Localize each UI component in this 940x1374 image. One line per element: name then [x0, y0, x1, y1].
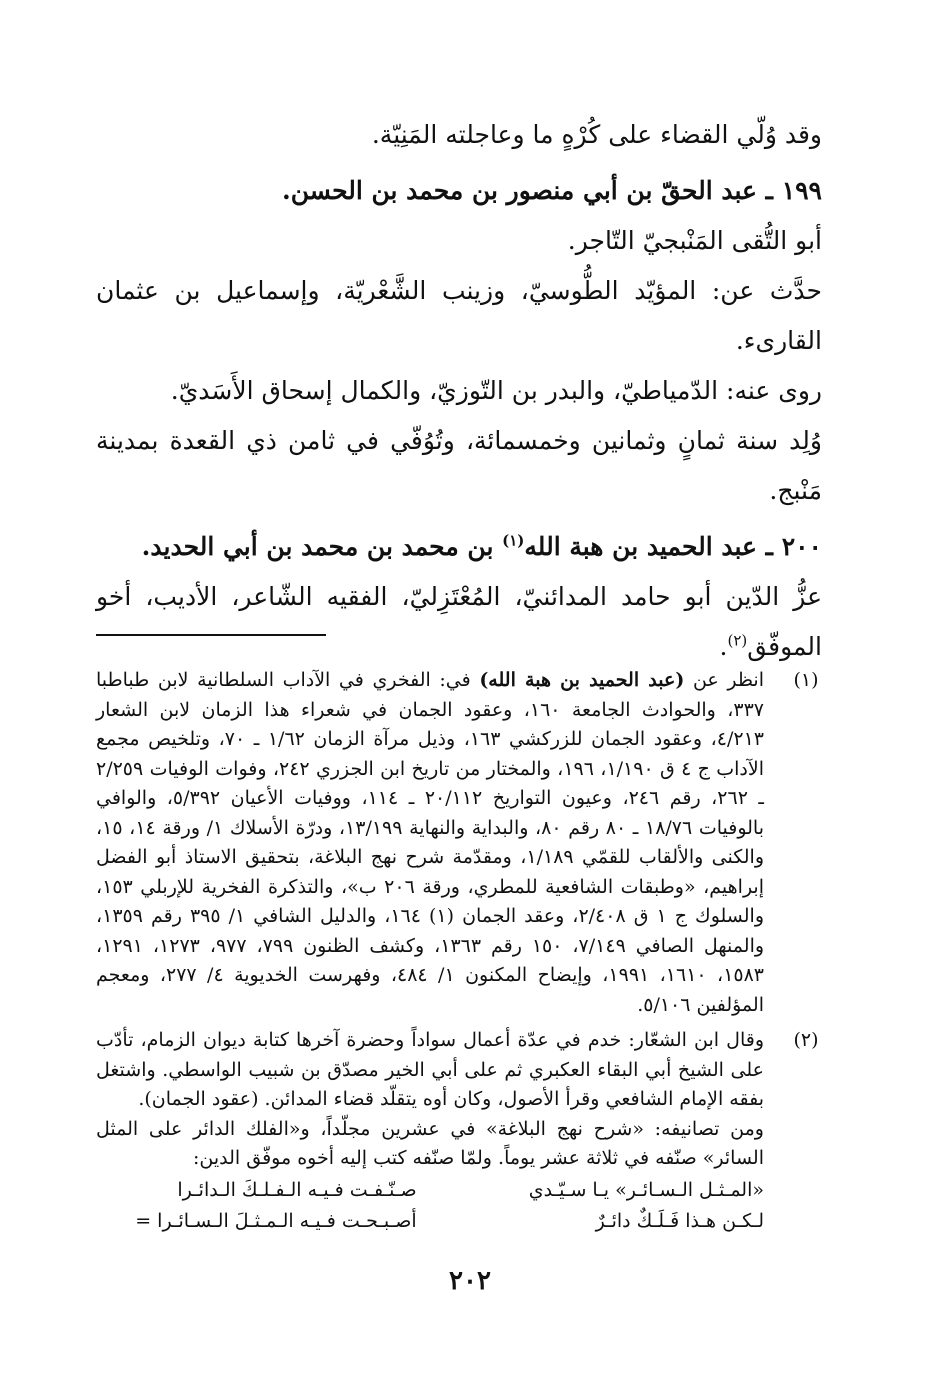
footnote-1 — [96, 666, 826, 1020]
footnote-2-number: (٢) — [793, 1029, 819, 1051]
entry-199-heading: ١٩٩ ـ عبد الحقّ بن أبي منصور بن محمد بن الحسن. — [282, 176, 822, 205]
verse-line-2 — [96, 1207, 764, 1237]
verse-1-second-hemistich: صـنّـفـت فـيـه الـفـلـكَ الـدائـرا — [177, 1178, 417, 1201]
footnote-2-para2: ومن تصانيفه: «شرح نهج البلاغة» في عشرين مجلّداً، و«الفلك الدائر على المثل السائر» صنّفه في ثلاثة عشر يوماً. ولمّا صنّفه كتب إليه أخوه موفّق الدين: — [96, 1117, 764, 1169]
entry-199-kunya: أبو التُّقى المَنْبجيّ التّاجر. — [567, 226, 822, 255]
footnotes — [96, 666, 826, 1243]
entry-199-heard-from: حدَّث عن: المؤيّد الطُّوسيّ، وزينب الشَّعْريّة، وإسماعيل بن عثمان القارىء. — [96, 276, 822, 355]
page-number: ٢٠٢ — [449, 1266, 491, 1296]
footnote-2 — [96, 1026, 826, 1237]
footnote-ref-2[interactable]: (٢) — [727, 631, 748, 650]
entry-199-narrated-by: روى عنه: الدّمياطيّ، والبدر بن التّوزيّ، والكمال إسحاق الأَسَديّ. — [170, 376, 822, 405]
entry-200-heading-b: بن محمد بن محمد بن أبي الحديد. — [141, 532, 503, 561]
entry-200-desc — [96, 572, 822, 672]
entry-200-heading — [96, 522, 822, 572]
footnote-1-body: في: الفخري في الآداب السلطانية لابن طباطبا ٣٣٧، والحوادث الجامعة ١٦٠، وعقود الجمان في شعراء هذا الزمان لابن الشعار ٤/٢١٣، وعقود الجمان للزركشي ١٦٣، وذيل مرآة الزمان ١/٦٢ ـ ٧٠، وتلخيص مجمع الآداب ج ٤ ق ١/١٩٠، ١٩٦، والمختار من تاريخ ابن الجزري ٢٤٢، وفوات الوفيات ٢/٢٥٩ ـ ٢٦٢، رقم ٢٤٦، وعيون التواريخ ٢٠/١١٢ ـ ١١٤، ووفيات الأعيان ٥/٣٩٢، والوافي بالوفيات ١٨/٧٦ ـ ٨٠ رقم ٨٠، والبداية والنهاية ١٣/١٩٩، ودرّة الأسلاك ١/ ورقة ١٤، ١٥، والكنى والألقاب للقمّي ١/١٨٩، ومقدّمة شرح نهج البلاغة، بتحقيق الاستاذ أبو الفضل إبراهيم، «وطبقات الشافعية للمطري، ورقة ٢٠٦ ب»، والتذكرة الفخرية للإربلي ١٥٣، والسلوك ج ١ ق ٢/٤٠٨، وعقد الجمان (١) ١٦٤، والدليل الشافي ١/ ٣٩٥ رقم ١٣٥٩، والمنهل الصافي ٧/١٤٩، ١٥٠ رقم ١٣٦٣، وكشف الظنون ٧٩٩، ٩٧٧، ١٢٧٣، ١٢٩١، ١٥٨٣، ١٦١٠، ١٩٩١، وإيضاح المكنون ١/ ٤٨٤، وفهرست الخديوية ٤/ ٢٧٧، ومعجم المؤلفين ٥/١٠٦. — [96, 669, 765, 1016]
footnote-ref-1[interactable]: (١) — [502, 531, 525, 550]
entry-199-birth-death: وُلِد سنة ثمانٍ وثمانين وخمسمائة، وتُوُفّي في ثامن ذي القعدة بمدينة مَنْبج. — [96, 426, 822, 505]
entry-200-desc-text: عزُّ الدّين أبو حامد المدائنيّ، المُعْتَزِليّ، الفقيه الشّاعر، الأديب، أخو الموفّق — [96, 582, 822, 661]
verse-1-first-hemistich: «المـثـل الـسـائـر» يـا سـيّـدي — [528, 1178, 764, 1201]
verse-2-first-hemistich: لـكـن هـذا فَـلَـكٌ دائـرٌ — [595, 1210, 764, 1232]
footnote-1-number: (١) — [793, 669, 819, 691]
footnote-1-name: (عبد الحميد بن هبة الله) — [479, 669, 685, 691]
footnote-1-lead: انظر عن — [692, 669, 764, 691]
footnote-divider — [96, 634, 326, 636]
verse-2-second-hemistich: أصـبـحـت فـيـه الـمـثـلَ الـسـائـرا = — [135, 1210, 417, 1232]
main-text — [96, 110, 822, 672]
verse-line-1 — [96, 1176, 764, 1206]
entry-200-desc-end: . — [719, 632, 728, 661]
intro-line: وقد وُلّي القضاء على كُرْهٍ ما وعاجلته المَنِيّة. — [371, 120, 822, 149]
footnote-1-text — [96, 666, 764, 1020]
footnote-2-para1: وقال ابن الشعّار: خدم في عدّة أعمال سواداً وحضرة آخرها كتابة ديوان الزمام، تأدّب على الشيخ أبي البقاء العكبري ثم على أبي الخير مصدّق بن شبيب الواسطي. واشتغل بفقه الإمام الشافعي وقرأ الأصول، وكان أوه يتقلّد قضاء المدائن. (عقود الجمان). — [96, 1029, 764, 1110]
entry-200-heading-a: ٢٠٠ ـ عبد الحميد بن هبة الله — [524, 532, 822, 561]
